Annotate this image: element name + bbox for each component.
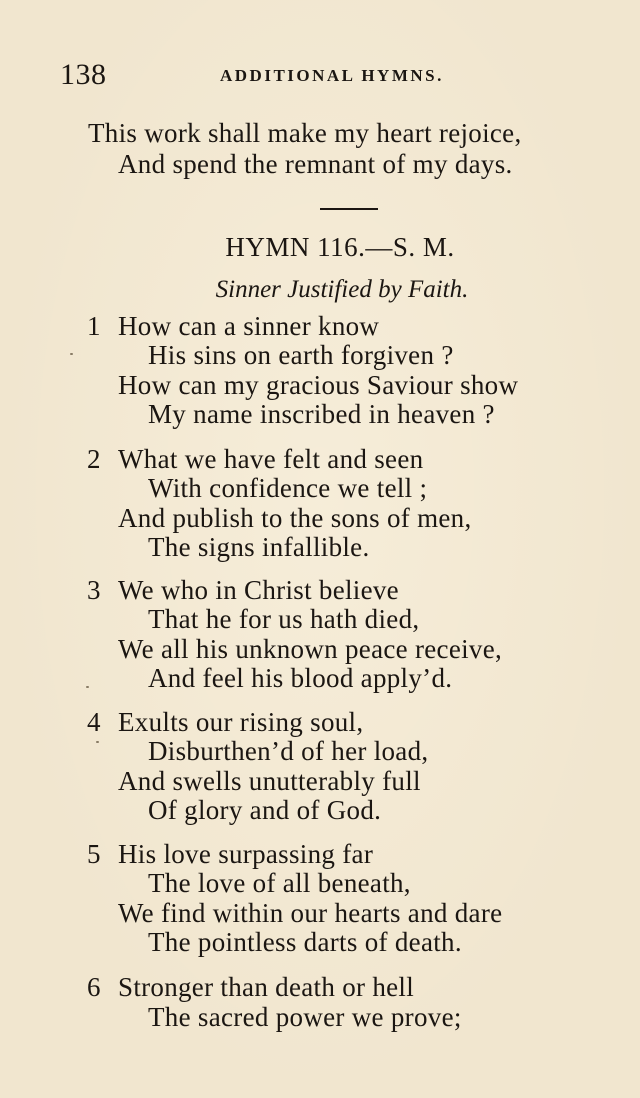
verse-number: 5 bbox=[87, 839, 101, 869]
hymn-subtitle: Sinner Justified by Faith. bbox=[215, 276, 469, 303]
verse-2-line-3: And publish to the sons of men, bbox=[118, 503, 472, 533]
verse-3-line-4: And feel his blood apply’d. bbox=[148, 663, 453, 693]
verse-1-line-3: How can my gracious Saviour show bbox=[118, 370, 519, 400]
verse-5-line-1: His love surpassing far bbox=[118, 839, 374, 869]
verse-5-line-2: The love of all beneath, bbox=[148, 868, 411, 898]
verse-1-line-2: His sins on earth forgiven ? bbox=[148, 340, 454, 370]
paper-speck bbox=[96, 741, 99, 743]
running-head: ADDITIONAL HYMNS. bbox=[220, 66, 444, 85]
verse-number: 2 bbox=[87, 444, 101, 474]
verse-4-line-3: And swells unutterably full bbox=[118, 766, 421, 796]
verse-4-line-1: Exults our rising soul, bbox=[118, 707, 364, 737]
verse-5-line-4: The pointless darts of death. bbox=[148, 927, 462, 957]
prev-hymn-line-2: And spend the remnant of my days. bbox=[118, 149, 513, 179]
verse-number: 4 bbox=[87, 707, 101, 737]
verse-number: 6 bbox=[87, 972, 101, 1002]
verse-3-line-3: We all his unknown peace receive, bbox=[118, 634, 503, 664]
verse-3-line-1: We who in Christ believe bbox=[118, 575, 399, 605]
verse-2-line-2: With confidence we tell ; bbox=[148, 473, 428, 503]
prev-hymn-line-1: This work shall make my heart rejoice, bbox=[88, 118, 522, 148]
verse-1-line-1: How can a sinner know bbox=[118, 311, 380, 341]
verse-4-line-4: Of glory and of God. bbox=[148, 795, 382, 825]
paper-speck bbox=[86, 686, 89, 688]
verse-2-line-1: What we have felt and seen bbox=[118, 444, 424, 474]
verse-1-line-4: My name inscribed in heaven ? bbox=[148, 399, 495, 429]
hymn-title: HYMN 116.—S. M. bbox=[225, 232, 455, 262]
verse-3-line-2: That he for us hath died, bbox=[148, 604, 420, 634]
verse-2-line-4: The signs infallible. bbox=[148, 532, 370, 562]
verse-number: 3 bbox=[87, 575, 101, 605]
paper-speck bbox=[70, 353, 73, 355]
verse-5-line-3: We find within our hearts and dare bbox=[118, 898, 503, 928]
page-number: 138 bbox=[60, 58, 107, 91]
verse-number: 1 bbox=[87, 311, 101, 341]
verse-4-line-2: Disburthen’d of her load, bbox=[148, 736, 429, 766]
section-divider bbox=[320, 208, 378, 210]
verse-6-line-1: Stronger than death or hell bbox=[118, 972, 415, 1002]
verse-6-line-2: The sacred power we prove; bbox=[148, 1002, 462, 1032]
page-header bbox=[60, 58, 600, 98]
